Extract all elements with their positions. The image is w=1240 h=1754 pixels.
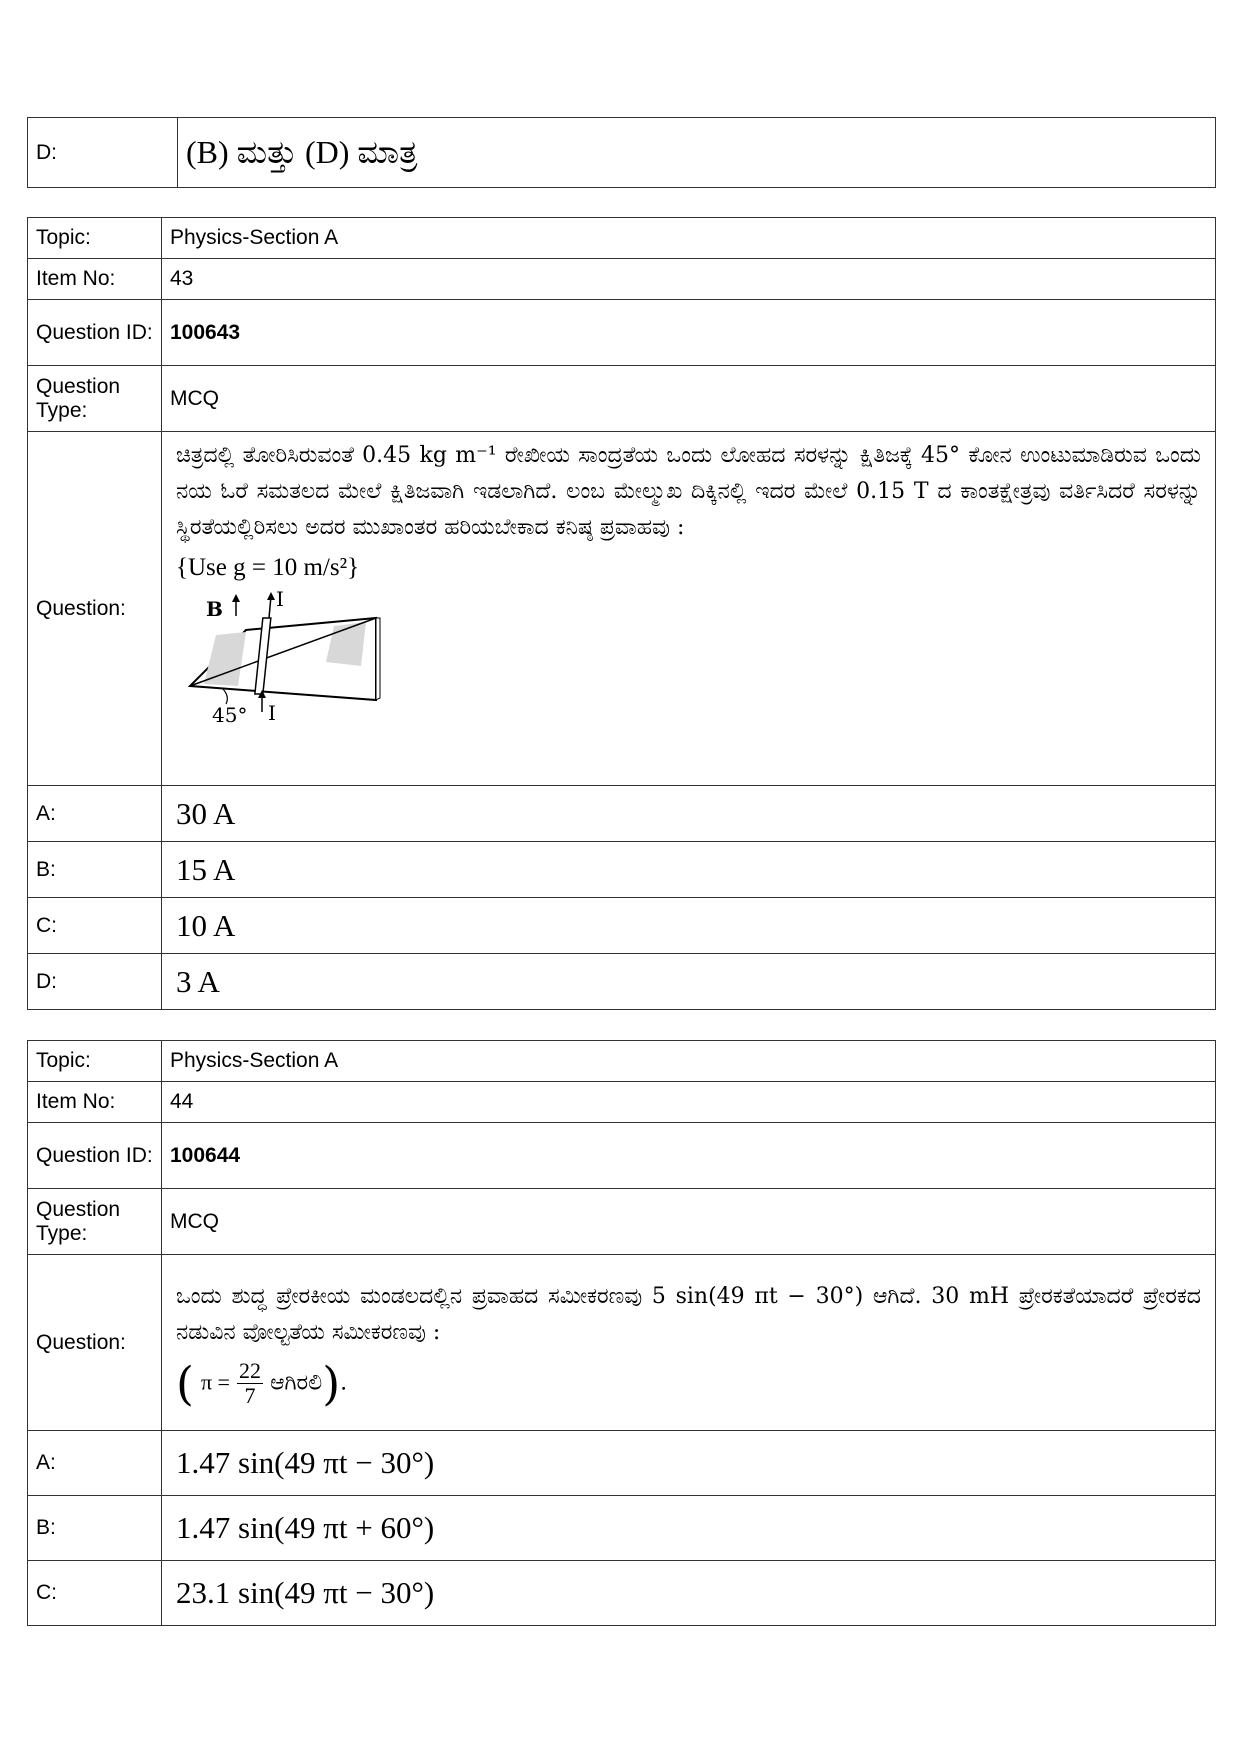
option-c-row	[28, 1561, 1216, 1626]
topic-label: Topic:	[28, 1041, 162, 1082]
item-no-value: 43	[162, 259, 1216, 300]
item-no-label: Item No:	[28, 259, 162, 300]
figure-angle-label: 45°	[212, 703, 248, 727]
question-id-row	[28, 1123, 1216, 1189]
pi-prefix: π =	[200, 1369, 230, 1395]
topic-label: Topic:	[28, 218, 162, 259]
topic-row	[28, 1041, 1216, 1082]
question-id-label: Question ID:	[28, 1123, 162, 1189]
figure-i-bottom-label: I	[268, 701, 276, 725]
prev-question-table	[27, 117, 1216, 188]
option-d-row	[28, 954, 1216, 1010]
question-row	[28, 432, 1216, 786]
item-no-label: Item No:	[28, 1082, 162, 1123]
question-table-43	[27, 217, 1216, 1010]
figure-b-label: B	[206, 597, 223, 621]
question-id-row	[28, 300, 1216, 366]
pi-numerator: 22	[238, 1358, 261, 1383]
question-text: ಚಿತ್ರದಲ್ಲಿ ತೋರಿಸಿರುವಂತೆ 0.45 kg m⁻¹ ರೇಖೀಯ ಸಾಂದ್ರತೆಯ ಒಂದು ಲೋಹದ ಸರಳನ್ನು ಕ್ಷಿತಿಜಕ್ಕೆ 45° ಕೋನ ಉಂಟುಮಾಡಿರುವ ಒಂದು ನಯ ಓರೆ ಸಮತಲದ ಮೇಲೆ ಕ್ಷಿತಿಜವಾಗಿ ಇಡಲಾಗಿದೆ. ಲಂಬ ಮೇಲ್ಮುಖ ದಿಕ್ಕಿನಲ್ಲಿ ಇದರ ಮೇಲೆ 0.15 T ದ ಕಾಂತಕ್ಷೇತ್ರವು ವರ್ತಿಸಿದರೆ ಸರಳನ್ನು ಸ್ಥಿರತೆಯಲ್ಲಿರಿಸಲು ಅದರ ಮುಖಾಂತರ ಹರಿಯಬೇಕಾದ ಕನಿಷ್ಠ ಪ್ರವಾಹವು :	[176, 443, 1201, 540]
question-body	[162, 432, 1216, 786]
option-d-row	[28, 118, 1216, 188]
option-b-label: B:	[28, 1496, 162, 1561]
question-type-value: MCQ	[162, 366, 1216, 432]
question-type-label: Question Type:	[28, 1189, 162, 1255]
question-row	[28, 1255, 1216, 1431]
option-a-value: 30 A	[162, 786, 1216, 842]
option-c-value: 23.1 sin(49 πt − 30°)	[162, 1561, 1216, 1626]
option-c-label: C:	[28, 1561, 162, 1626]
question-label: Question:	[28, 432, 162, 786]
question-id-value: 100644	[162, 1123, 1216, 1189]
option-a-label: A:	[28, 1431, 162, 1496]
option-b-row	[28, 1496, 1216, 1561]
option-d-label: D:	[28, 118, 178, 188]
question-text: ಒಂದು ಶುದ್ಧ ಪ್ರೇರಕೀಯ ಮಂಡಲದಲ್ಲಿನ ಪ್ರವಾಹದ ಸಮೀಕರಣವು 5 sin(49 πt − 30°) ಆಗಿದೆ. 30 mH ಪ್ರೇರಕತೆಯಾದರೆ ಪ್ರೇರಕದ ನಡುವಿನ ವೋಲ್ಟತೆಯ ಸಮೀಕರಣವು :	[176, 1284, 1201, 1345]
question-type-label: Question Type:	[28, 366, 162, 432]
option-a-value: 1.47 sin(49 πt − 30°)	[162, 1431, 1216, 1496]
question-type-row	[28, 366, 1216, 432]
option-c-value: 10 A	[162, 898, 1216, 954]
pi-fraction	[237, 1359, 263, 1408]
option-a-row	[28, 786, 1216, 842]
question-id-value: 100643	[162, 300, 1216, 366]
option-b-value: 1.47 sin(49 πt + 60°)	[162, 1496, 1216, 1561]
option-a-label: A:	[28, 786, 162, 842]
question-body	[162, 1255, 1216, 1431]
item-no-value: 44	[162, 1082, 1216, 1123]
topic-value: Physics-Section A	[162, 1041, 1216, 1082]
option-c-row	[28, 898, 1216, 954]
option-a-row	[28, 1431, 1216, 1496]
option-b-row	[28, 842, 1216, 898]
pi-suffix: ಆಗಿರಲಿ	[269, 1370, 323, 1396]
question-type-row	[28, 1189, 1216, 1255]
topic-value: Physics-Section A	[162, 218, 1216, 259]
pi-note: ( π = $\frac{22}{7}$ ಆಗಿರಲಿ).	[176, 1356, 348, 1411]
option-d-label: D:	[28, 954, 162, 1010]
question-type-value: MCQ	[162, 1189, 1216, 1255]
topic-row	[28, 218, 1216, 259]
pi-denominator: 7	[244, 1383, 256, 1408]
figure-i-top-label: I	[276, 588, 284, 611]
option-b-value: 15 A	[162, 842, 1216, 898]
question-note: {Use g = 10 m/s²}	[176, 554, 360, 581]
option-d-value: (B) ಮತ್ತು (D) ಮಾತ್ರ	[178, 118, 1216, 188]
question-id-label: Question ID:	[28, 300, 162, 366]
option-d-value: 3 A	[162, 954, 1216, 1010]
option-c-label: C:	[28, 898, 162, 954]
item-no-row	[28, 1082, 1216, 1123]
question-table-44	[27, 1040, 1216, 1626]
inclined-plane-figure	[176, 588, 416, 728]
option-b-label: B:	[28, 842, 162, 898]
item-no-row	[28, 259, 1216, 300]
question-label: Question:	[28, 1255, 162, 1431]
